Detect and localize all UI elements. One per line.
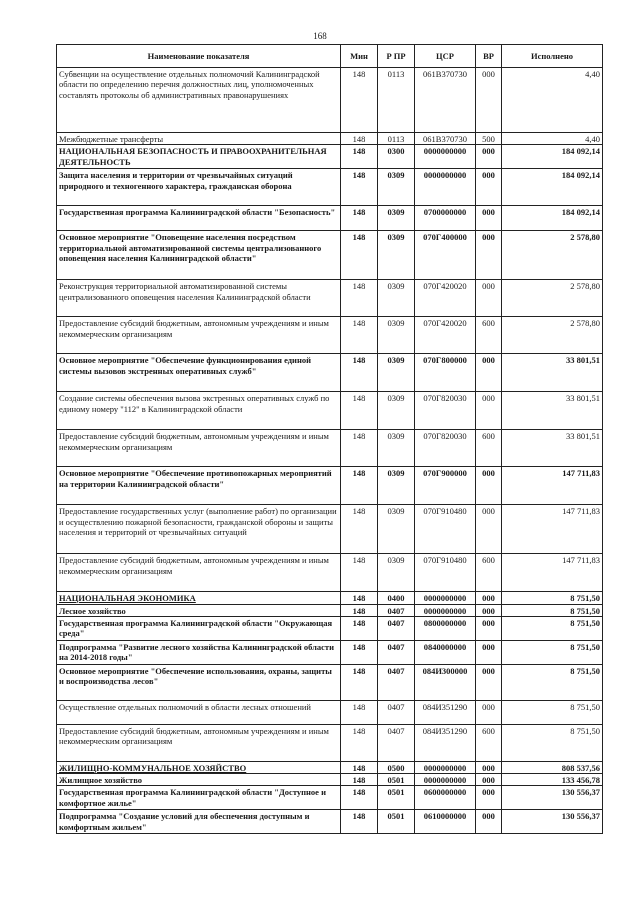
row-min: 148 [341,592,378,604]
row-name: Государственная программа Калининградской области "Безопасность" [57,206,341,231]
row-vr: 000 [476,604,502,616]
row-vr: 000 [476,592,502,604]
row-sum: 147 711,83 [502,554,603,592]
row-csr: 0700000000 [415,206,476,231]
row-csr: 070Г820030 [415,392,476,430]
table-row [57,133,603,145]
row-vr: 000 [476,68,502,133]
row-sum: 8 751,50 [502,604,603,616]
row-csr: 0610000000 [415,810,476,834]
table-row [57,68,603,133]
row-min: 148 [341,169,378,206]
row-min: 148 [341,554,378,592]
row-name: Защита населения и территории от чрезвычайных ситуаций природного и техногенного характера, гражданская оборона [57,169,341,206]
table-row [57,664,603,700]
row-sum: 8 751,50 [502,592,603,604]
row-name: Субвенции на осуществление отдельных полномочий Калининградской области по определению перечня должностных лиц, уполномоченных составлять протоколы об административных правонарушениях [57,68,341,133]
row-vr: 000 [476,761,502,773]
row-sum: 33 801,51 [502,354,603,392]
table-row [57,145,603,169]
row-sum: 4,40 [502,68,603,133]
table-row [57,554,603,592]
row-csr: 0000000000 [415,774,476,786]
row-rpr: 0501 [378,810,415,834]
row-rpr: 0407 [378,616,415,640]
row-vr: 000 [476,774,502,786]
row-min: 148 [341,786,378,810]
row-sum: 808 537,56 [502,761,603,773]
row-name: Подпрограмма "Создание условий для обеспечения доступным и комфортным жильем" [57,810,341,834]
row-min: 148 [341,145,378,169]
row-vr: 000 [476,616,502,640]
row-csr: 0800000000 [415,616,476,640]
row-name: Основное мероприятие "Обеспечение использования, охраны, защиты и воспроизводства лесов" [57,664,341,700]
row-csr: 070Г900000 [415,467,476,505]
row-vr: 500 [476,133,502,145]
row-name: Межбюджетные трансферты [57,133,341,145]
row-name: Предоставление субсидий бюджетным, автономным учреждениям и иным некоммерческим организациям [57,724,341,761]
table-row [57,467,603,505]
row-vr: 000 [476,206,502,231]
row-rpr: 0501 [378,786,415,810]
row-rpr: 0309 [378,280,415,317]
row-rpr: 0309 [378,392,415,430]
row-sum: 8 751,50 [502,664,603,700]
row-csr: 084И300000 [415,664,476,700]
column-header-rpr: Р ПР [378,45,415,68]
table-row [57,616,603,640]
budget-execution-table [56,44,603,834]
table-row [57,206,603,231]
row-sum: 8 751,50 [502,724,603,761]
row-vr: 000 [476,354,502,392]
table-row [57,724,603,761]
row-min: 148 [341,616,378,640]
table-row [57,317,603,354]
row-csr: 0600000000 [415,786,476,810]
row-name: Жилищное хозяйство [57,774,341,786]
row-min: 148 [341,231,378,280]
row-csr: 0000000000 [415,604,476,616]
row-rpr: 0400 [378,592,415,604]
row-min: 148 [341,354,378,392]
row-vr: 600 [476,724,502,761]
row-min: 148 [341,68,378,133]
row-vr: 000 [476,231,502,280]
row-csr: 061В370730 [415,68,476,133]
page-number: 168 [313,31,327,41]
row-vr: 000 [476,664,502,700]
row-vr: 000 [476,786,502,810]
row-csr: 070Г910480 [415,505,476,554]
row-min: 148 [341,761,378,773]
table-row [57,700,603,724]
row-rpr: 0407 [378,664,415,700]
row-name-text: НАЦИОНАЛЬНАЯ ЭКОНОМИКА [59,593,196,604]
row-rpr: 0113 [378,133,415,145]
row-sum: 33 801,51 [502,430,603,467]
table-row [57,761,603,773]
row-sum: 147 711,83 [502,505,603,554]
row-csr: 070Г910480 [415,554,476,592]
row-rpr: 0309 [378,317,415,354]
row-name: Реконструкция территориальной автоматизированной системы централизованного оповещения населения Калининградской области [57,280,341,317]
row-min: 148 [341,664,378,700]
row-rpr: 0500 [378,761,415,773]
row-name: Подпрограмма "Развитие лесного хозяйства Калининградской области на 2014-2018 годы" [57,640,341,664]
row-name: Предоставление субсидий бюджетным, автономным учреждениям и иным некоммерческим организациям [57,430,341,467]
row-vr: 000 [476,700,502,724]
table-row [57,810,603,834]
column-header-csr: ЦСР [415,45,476,68]
table-row [57,430,603,467]
row-rpr: 0309 [378,467,415,505]
table-row [57,640,603,664]
row-min: 148 [341,505,378,554]
column-header-vr: ВР [476,45,502,68]
table-row [57,169,603,206]
row-min: 148 [341,604,378,616]
row-vr: 000 [476,392,502,430]
row-sum: 8 751,50 [502,616,603,640]
row-name: Осуществление отдельных полномочий в области лесных отношений [57,700,341,724]
row-name: НАЦИОНАЛЬНАЯ БЕЗОПАСНОСТЬ И ПРАВООХРАНИТЕЛЬНАЯ ДЕЯТЕЛЬНОСТЬ [57,145,341,169]
row-rpr: 0309 [378,505,415,554]
row-vr: 000 [476,280,502,317]
row-sum: 130 556,37 [502,786,603,810]
row-name [57,592,341,604]
row-rpr: 0309 [378,430,415,467]
row-sum: 147 711,83 [502,467,603,505]
row-name-text: ЖИЛИЩНО-КОММУНАЛЬНОЕ ХОЗЯЙСТВО [59,762,247,773]
row-name: Основное мероприятие "Обеспечение функционирования единой системы вызовов экстренных оперативных служб" [57,354,341,392]
row-vr: 600 [476,554,502,592]
row-csr: 084И351290 [415,724,476,761]
row-vr: 000 [476,145,502,169]
row-name: Основное мероприятие "Обеспечение противопожарных мероприятий на территории Калининградской области" [57,467,341,505]
table-row [57,604,603,616]
row-rpr: 0309 [378,554,415,592]
row-rpr: 0309 [378,231,415,280]
table-header-row [57,45,603,68]
row-min: 148 [341,700,378,724]
row-csr: 070Г420020 [415,317,476,354]
row-sum: 184 092,14 [502,145,603,169]
row-vr: 000 [476,467,502,505]
row-rpr: 0309 [378,169,415,206]
table-row [57,280,603,317]
table-row [57,354,603,392]
row-rpr: 0407 [378,724,415,761]
row-sum: 184 092,14 [502,206,603,231]
table-row [57,392,603,430]
row-csr: 070Г820030 [415,430,476,467]
table-row [57,505,603,554]
row-csr: 061В370730 [415,133,476,145]
row-min: 148 [341,280,378,317]
row-sum: 8 751,50 [502,700,603,724]
row-name: Основное мероприятие "Оповещение населения посредством территориальной автоматизированной системы централизованного оповещения населения Калининградской области" [57,231,341,280]
table-row [57,774,603,786]
row-name: Лесное хозяйство [57,604,341,616]
row-min: 148 [341,810,378,834]
row-csr: 070Г420020 [415,280,476,317]
table-row [57,231,603,280]
row-sum: 4,40 [502,133,603,145]
row-sum: 8 751,50 [502,640,603,664]
row-csr: 0000000000 [415,761,476,773]
row-sum: 130 556,37 [502,810,603,834]
column-header-sum: Исполнено [502,45,603,68]
row-rpr: 0309 [378,354,415,392]
row-csr: 0000000000 [415,592,476,604]
row-csr: 0000000000 [415,145,476,169]
row-rpr: 0309 [378,206,415,231]
row-name: Государственная программа Калининградской области "Окружающая среда" [57,616,341,640]
row-rpr: 0113 [378,68,415,133]
row-min: 148 [341,430,378,467]
row-rpr: 0407 [378,604,415,616]
row-vr: 000 [476,505,502,554]
row-vr: 600 [476,317,502,354]
row-rpr: 0407 [378,640,415,664]
row-sum: 133 456,78 [502,774,603,786]
column-header-min: Мин [341,45,378,68]
row-vr: 000 [476,640,502,664]
row-vr: 000 [476,169,502,206]
column-header-name: Наименование показателя [57,45,341,68]
row-name: Предоставление государственных услуг (выполнение работ) по организации и осуществлению пожарной безопасности, гражданской обороны и защиты населения и территорий от чрезвычайных ситуаций [57,505,341,554]
row-rpr: 0300 [378,145,415,169]
row-min: 148 [341,206,378,231]
row-name: Предоставление субсидий бюджетным, автономным учреждениям и иным некоммерческим организациям [57,317,341,354]
row-csr: 0000000000 [415,169,476,206]
row-name: Создание системы обеспечения вызова экстренных оперативных служб по единому номеру "112" в Калининградской области [57,392,341,430]
row-rpr: 0407 [378,700,415,724]
row-sum: 2 578,80 [502,280,603,317]
row-min: 148 [341,640,378,664]
row-csr: 0840000000 [415,640,476,664]
row-min: 148 [341,774,378,786]
row-min: 148 [341,724,378,761]
row-min: 148 [341,133,378,145]
row-vr: 000 [476,810,502,834]
row-min: 148 [341,467,378,505]
row-sum: 184 092,14 [502,169,603,206]
row-sum: 33 801,51 [502,392,603,430]
row-rpr: 0501 [378,774,415,786]
row-csr: 084И351290 [415,700,476,724]
row-csr: 070Г400000 [415,231,476,280]
row-name: Государственная программа Калининградской области "Доступное и комфортное жилье" [57,786,341,810]
row-name [57,761,341,773]
table-row [57,592,603,604]
row-csr: 070Г800000 [415,354,476,392]
row-sum: 2 578,80 [502,231,603,280]
table-row [57,786,603,810]
row-sum: 2 578,80 [502,317,603,354]
row-min: 148 [341,392,378,430]
row-name: Предоставление субсидий бюджетным, автономным учреждениям и иным некоммерческим организациям [57,554,341,592]
row-vr: 600 [476,430,502,467]
row-min: 148 [341,317,378,354]
